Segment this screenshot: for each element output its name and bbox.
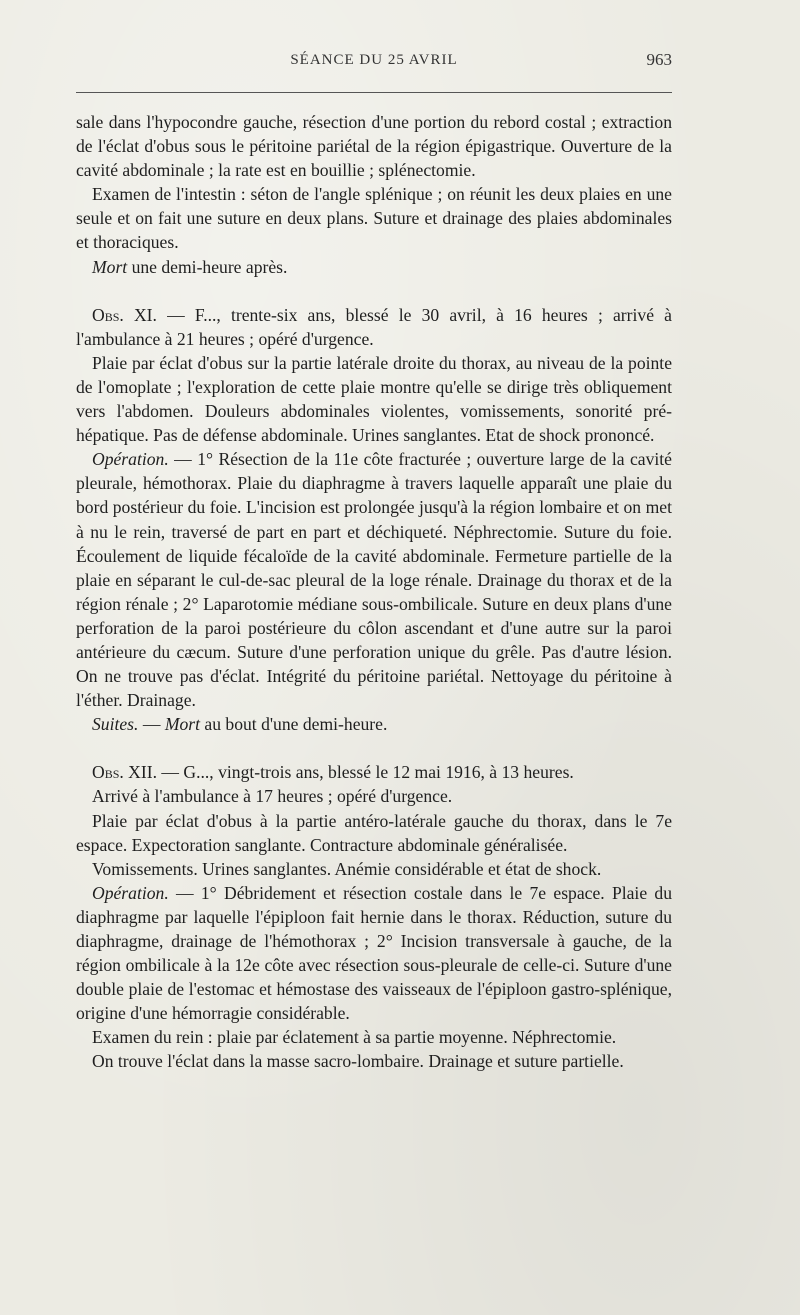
header-rule — [76, 92, 672, 93]
operation-label-2: Opération. — [92, 882, 169, 903]
paragraph-drainage: On trouve l'éclat dans la masse sacro-lombaire. Drainage et suture partielle. — [92, 1051, 624, 1072]
paragraph-obs-xii — [76, 760, 672, 784]
death-text: une demi-heure après. — [127, 256, 288, 277]
death-label: Mort — [92, 256, 128, 277]
paragraph-obs-xi-wound: Plaie par éclat d'obus sur la partie latérale droite du thorax, au niveau de la pointe de l'omoplate ; l'exploration de cette plaie montre qu'elle se dirige très obliquement vers l'abdomen. Douleurs abdominales violentes, vomissements, sonorité pré-hépatique. Pas de défense abdominale. Urines sanglantes. Etat de shock prononcé. — [76, 352, 672, 446]
paragraph-intestine-exam: Examen de l'intestin : séton de l'angle splénique ; on réunit les deux plaies en une seule et on fait une suture en deux plans. Suture et drainage des plaies abdominales et thoraciques. — [76, 184, 672, 253]
obs-xii-label: Obs. XII. — [92, 762, 158, 783]
paragraph-obs-xi-outcome — [76, 712, 672, 736]
paragraph-kidney-exam: Examen du rein : plaie par éclatement à sa partie moyenne. Néphrectomie. — [92, 1027, 617, 1048]
operation-text: — 1° Résection de la 11e côte fracturée ; ouverture large de la cavité pleurale, hémothorax. Plaie du diaphragme à travers laquelle apparaît une plaie du bord postérieur du foie. L'incision est prolongée jusqu'à la région lombaire et on met à nu le rein, traversé de part en part et déchiqueté. Néphrectomie. Suture du foie. Écoulement de liquide fécaloïde de la cavité abdominale. Fermeture partielle de la plaie en séparant le cul-de-sac pleural de la loge rénale. Drainage du thorax et de la région rénale ; 2° Laparotomie médiane sous-ombilicale. Suture en deux plans d'une perforation de la paroi postérieure du côlon ascendant et d'une autre sur la paroi antérieure du cæcum. Suture d'une perforation unique du grêle. Pas d'autre lésion. On ne trouve pas d'éclat. Intégrité du péritoine pariétal. Nettoyage du péritoine à l'éther. Drainage. — [76, 449, 672, 711]
obs-xi-label: Obs. XI. — [92, 304, 157, 325]
paragraph-death-note — [76, 255, 672, 279]
operation-text-2: — 1° Débridement et résection costale dans le 7e espace. Plaie du diaphragme par laquelle l'épiploon fait hernie dans le thorax. Réduction, suture du diaphragme, drainage de l'hémothorax ; 2° Incision transversale à gauche, de la région ombilicale à la 12e côte avec résection sous-pleurale de celle-ci. Suture d'une double plaie de l'estomac et hémostase des vaisseaux de l'épiploon gastro-splénique, origine d'une hémorragie considérable. — [76, 882, 672, 1024]
paragraph-obs-xii-symptoms: Vomissements. Urines sanglantes. Anémie considérable et état de shock. — [92, 858, 602, 879]
paragraph-obs-xii-wound: Plaie par éclat d'obus à la partie antéro-latérale gauche du thorax, dans le 7e espace. Expectoration sanglante. Contracture abdominale généralisée. — [76, 810, 672, 855]
paragraph-obs-xi — [76, 303, 672, 351]
obs-xii-text: — G..., vingt-trois ans, blessé le 12 mai 1916, à 13 heures. — [157, 762, 574, 783]
paragraph-obs-xii-operation — [76, 881, 672, 1026]
operation-label: Opération. — [92, 449, 169, 470]
page-header — [76, 52, 672, 78]
paragraph-continuation: sale dans l'hypocondre gauche, résection d'une portion du rebord costal ; extraction de l'éclat d'obus sous le péritoine pariétal de la région épigastrique. Ouverture de la cavité abdominale ; la rate est en bouillie ; splénectomie. — [76, 112, 672, 181]
paragraph-obs-xi-operation — [76, 447, 672, 712]
suites-text: au bout d'une demi-heure. — [200, 714, 388, 735]
text-body — [76, 110, 672, 1074]
running-head: SÉANCE DU 25 AVRIL — [290, 52, 458, 68]
suites-label: Suites. — [92, 714, 139, 735]
suites-death-label: Mort — [164, 714, 201, 735]
paragraph-obs-xii-arrival: Arrivé à l'ambulance à 17 heures ; opéré d'urgence. — [92, 786, 453, 807]
obs-xi-text: — F..., trente-six ans, blessé le 30 avril, à 16 heures ; arrivé à l'ambulance à 21 heures ; opéré d'urgence. — [76, 304, 672, 349]
page-number: 963 — [646, 50, 672, 69]
suites-dash: — — [138, 714, 165, 735]
